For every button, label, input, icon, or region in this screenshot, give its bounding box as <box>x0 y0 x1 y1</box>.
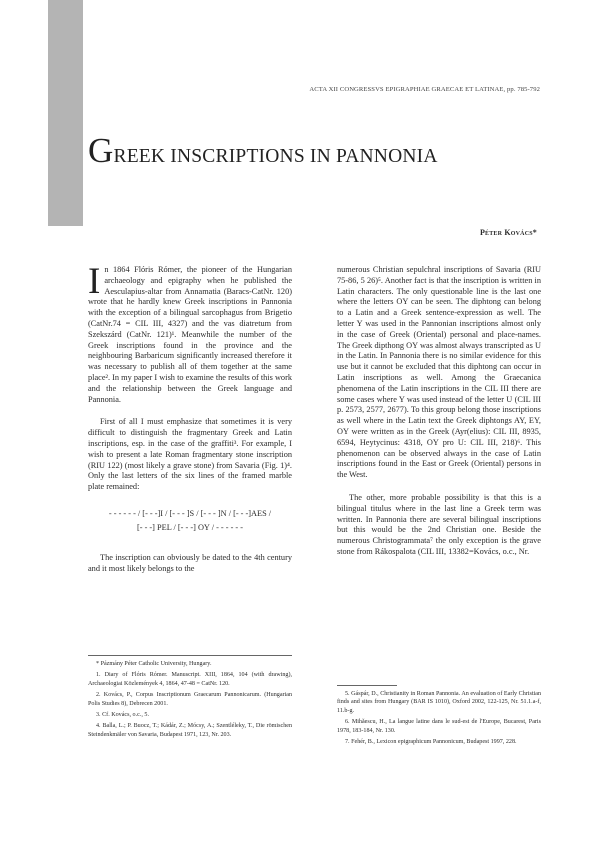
inscription-transcription <box>88 507 292 535</box>
title-initial: G <box>88 131 114 170</box>
transcription-line: - - - - - - / [- - -]I / [- - - ]S / [- - - ]N / [- - -]AES / <box>108 508 272 518</box>
footnote: 2. Kovács, P., Corpus Inscriptionum Graecarum Pannonicarum. (Hungarian Polis Studies 8), Debrecen 2001. <box>88 692 292 707</box>
footnotes-right <box>337 685 541 749</box>
paragraph: The other, more probable possibility is that this is a bilingual titulus where in the last line a Greek term was written. In Pannonia there are several bilingual inscriptions but this would be the 2nd Christian one. Beside the numerous Christogrammata⁷ the only exception is the grave stone from Rákospalota (CIL III, 13382=Kovács, o.c., Nr. <box>337 492 541 556</box>
right-column <box>337 265 541 570</box>
footnote-divider <box>337 685 397 686</box>
paragraph: First of all I must emphasize that sometimes it is very difficult to distinguish the fragmentary Greek and Latin inscriptions, esp. in the case of the graffiti³. For example, I wish to present a late Roman fragmentary stone inscription (RIU 122) (most likely a grave stone) from Savaria (Fig. 1)⁴. Only the last letters of the six lines of the framed marble plate remained: <box>88 417 292 492</box>
paragraph <box>88 261 292 405</box>
decorative-side-bar <box>48 0 83 226</box>
footnote: 4. Balla, L.; P. Buocz, T.; Kádár, Z.; Mócsy, A.; Szentléleky, T., Die römischen Steindenkmäler von Savaria, Budapest 1971, 123, Nr. 203. <box>88 723 292 738</box>
transcription-line: [- - -] PEL / [- - -] OY / - - - - - - <box>136 522 244 532</box>
footnote: 3. Cf. Kovács, o.c., 5. <box>96 712 149 719</box>
footnotes-left <box>88 655 292 742</box>
paragraph: numerous Christian sepulchral inscriptions of Savaria (RIU 75-86, 5 26)⁵. Another fact is that the inscription is written in Latin characters. The only questionable line is the last one where the letters OY can be seen. The diphtong can belong to a Latin and a Greek sentence-expression as well. The letter Y was used in the Pannonian inscriptions almost only in the case of Greek (Oriental) personal and place-names. The Greek dipthong OY was almost always transcripted as U in the Latin. In Pannonia there is no similar evidence for this use but it cannot be excluded that this diphtong can occur in Latin inscriptions as well. Among the Graecanica phenomena of the Latin inscriptions in the CIL III there are some cases where Y was used instead of the letter U (CIL III p. 2573, 2577, 2677). To this group belong those inscriptions as well where in the Latin text the Greek diphtongs AY, EY, OY were written as in the Greek (Ayr(elius): CIL III, 8935, 6594, Heytycinus: 4318, OY pro U: CIL III, 218)⁶. This phenomenon can be observed always in the case of Latin inscriptions found in the East or Greek (Oriental) persons in the West. <box>337 265 541 480</box>
paragraph-text: n 1864 Flóris Rómer, the pioneer of the Hungarian archaeology and epigraphy when he published the Aesculapius-altar from Annamatia (Baracs-CatNr. 120) wrote that he hardly knew Greek inscriptions in Pannonia with the exception of a bilingual sarcophagus from Brigetio (CatNr.74 = CIL III, 4327) and the vas diatretum from Szekszárd (CatNr. 121)¹. Meanwhile the number of the Greek inscriptions found in the province and the neighbouring Barbaricum significantly increased therefore it was necessary to publish all of them together at the same place². In my paper I wish to examine the results of this work and the relationship between the Greek language and Pannonia. <box>88 265 292 404</box>
drop-cap: I <box>88 261 101 302</box>
left-column <box>88 261 292 587</box>
footnote: 1. Diary of Flóris Rómer. Manuscript. XIII, 1864, 104 (with drawing), Archaeologiai Közlemények 4, 1864, 47-48 = CatNr. 120. <box>88 672 292 687</box>
article-title <box>88 133 438 168</box>
author-name: Péter Kovács* <box>479 228 537 237</box>
footnote: 6. Mihăescu, H., La langue latine dans le sud-est de l'Europe, Bucarest, Paris 1978, 183-184, Nr. 130. <box>337 719 541 734</box>
footnote: 5. Gáspár, D., Christianity in Roman Pannonia. An evaluation of Early Christian finds and sites from Hungary (BAR IS 1010), Oxford 2002, 122-125, Nr. 51.1.a-f, 11.b-g. <box>337 691 541 714</box>
title-rest: REEK INSCRIPTIONS IN PANNONIA <box>113 146 438 167</box>
running-head: ACTA XII CONGRESSVS EPIGRAPHIAE GRAECAE ET LATINAE, pp. 785-792 <box>309 86 540 93</box>
footnote: 7. Fehér, B., Lexicon epigraphicum Pannonicum, Budapest 1997, 228. <box>345 739 517 746</box>
paragraph: The inscription can obviously be dated to the 4th century and it most likely belongs to the <box>88 552 292 573</box>
footnote: * Pázmány Péter Catholic University, Hungary. <box>96 661 212 667</box>
